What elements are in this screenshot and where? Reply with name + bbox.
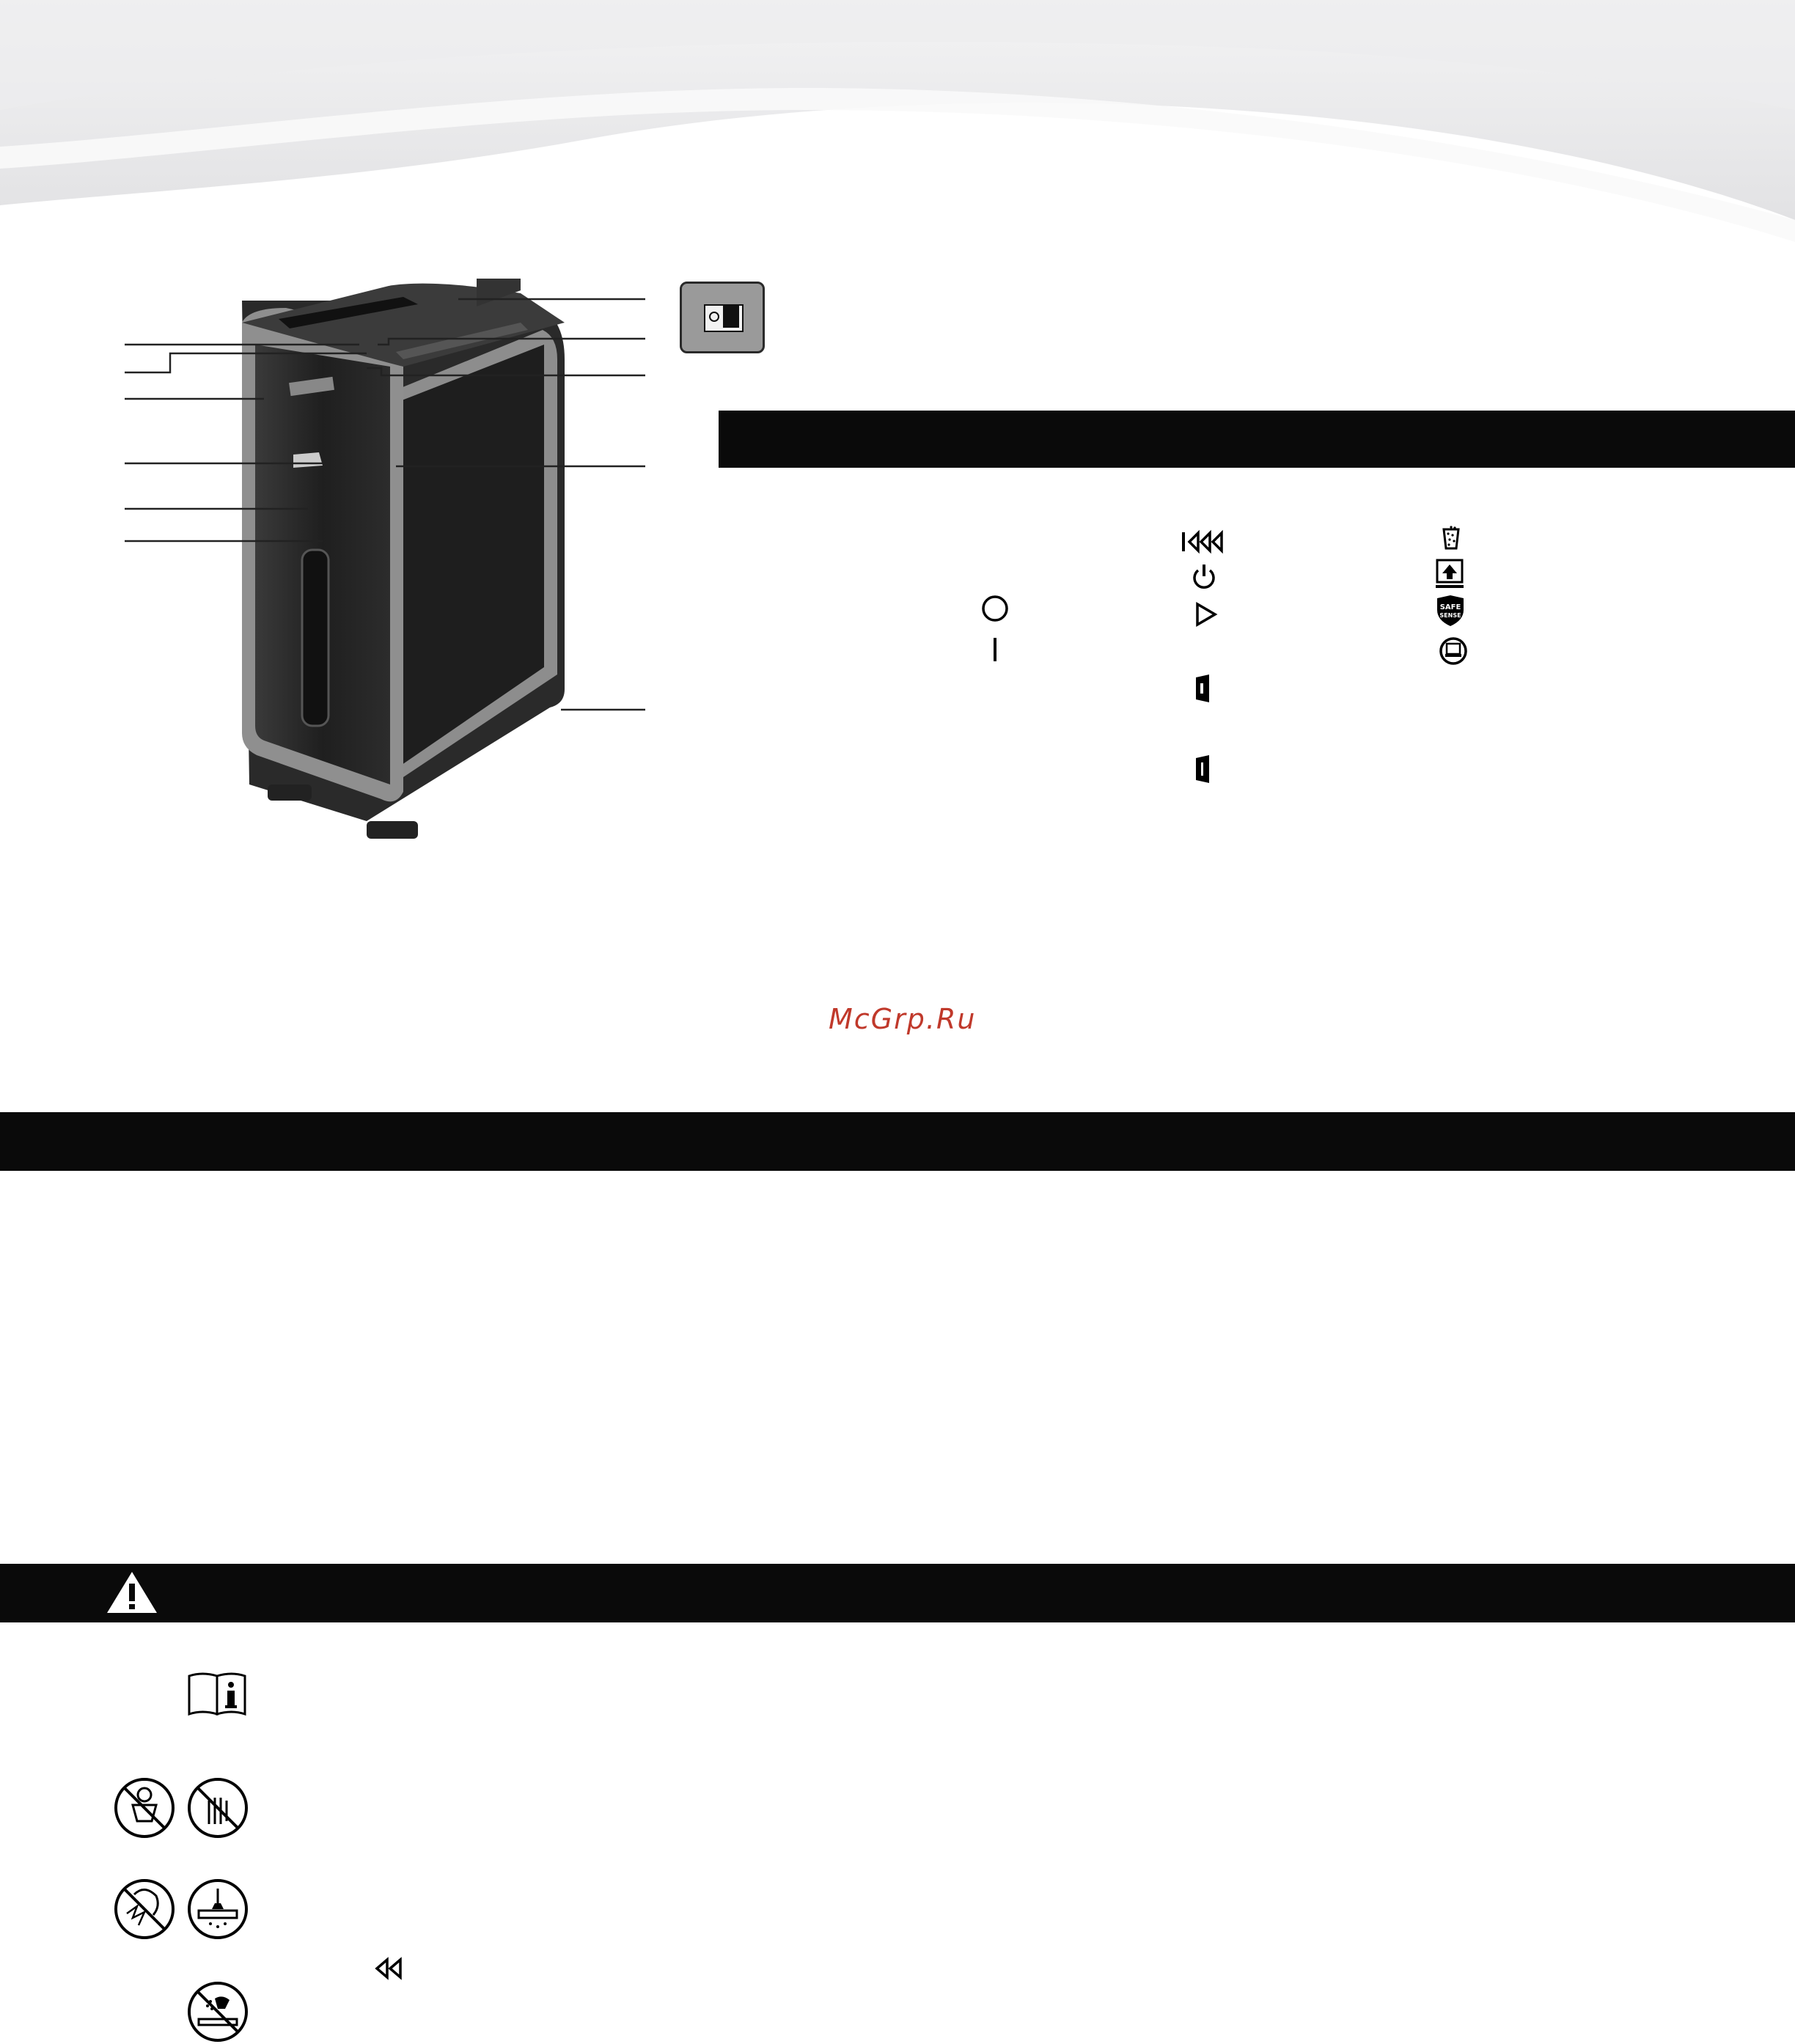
power-icon [1189, 563, 1219, 592]
header-wave [0, 0, 1795, 242]
warning-band [0, 1564, 1795, 1622]
reverse-icon [1181, 529, 1225, 554]
no-loose-clothing-icon [186, 1877, 250, 1941]
read-manual-icon [185, 1670, 251, 1718]
controls-header-band [719, 411, 1795, 468]
svg-text:SENSE: SENSE [1439, 612, 1461, 619]
reverse-small-icon [372, 1957, 406, 1979]
no-aerosol-icon [186, 1979, 250, 2044]
watermark: McGrp.Ru [829, 1003, 977, 1035]
svg-text:SAFE: SAFE [1439, 603, 1461, 611]
on-line-icon [988, 635, 1002, 664]
section-band-middle [0, 1112, 1795, 1171]
no-hair-icon [112, 1877, 177, 1941]
rocker-switch-icon [680, 282, 765, 353]
bin-full-icon [1440, 523, 1462, 550]
door-open-icon [1193, 673, 1215, 705]
off-circle-icon [980, 594, 1010, 623]
right-callouts [337, 286, 645, 711]
door-icon [1193, 754, 1215, 786]
jam-icon [1439, 636, 1471, 669]
safesense-icon [1434, 594, 1467, 628]
overheat-icon [1434, 559, 1467, 591]
no-children-icon [112, 1776, 177, 1840]
forward-icon [1193, 601, 1222, 628]
no-hands-icon [186, 1776, 250, 1840]
warning-triangle-icon [104, 1569, 160, 1616]
